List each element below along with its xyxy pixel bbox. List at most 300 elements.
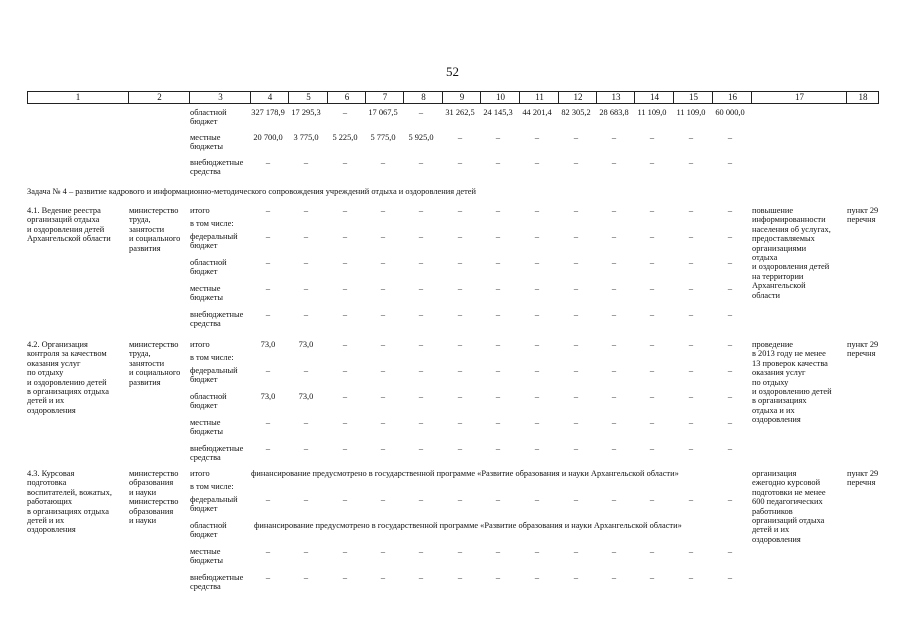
expected-result: проведение [752,340,794,349]
value-cell: 60 000,0 [715,108,745,117]
value-cell: – [457,573,463,582]
header-cell: 5 [288,92,328,103]
page-number: 52 [446,64,459,79]
value-cell: 20 700,0 [253,133,283,142]
expected-result: организация [752,469,797,478]
value-cell: – [573,310,579,319]
measure-name: 4.3. Курсовая [27,469,75,478]
value-cell: – [573,573,579,582]
header-cell: 3 [189,92,251,103]
value-cell: – [418,573,424,582]
executor: занятости [129,224,165,234]
funding-source: бюджет [190,530,218,540]
value-cell: – [688,418,694,427]
value-cell: – [573,547,579,556]
value-cell: – [727,158,733,167]
value-cell: – [457,258,463,267]
reference: перечня [847,215,876,225]
value-cell: – [534,366,540,375]
value-cell: – [418,310,424,319]
value-cell: – [688,392,694,401]
value-cell: – [611,284,617,293]
measure-name: и оздоровления детей [27,224,105,234]
funding-source: местные [190,418,221,427]
executor: образования [129,506,174,516]
header-cell: 2 [128,92,190,103]
measure-name: оздоровления [27,525,76,535]
value-cell: – [611,573,617,582]
measure-name: по отдыху [27,368,64,378]
expected-result: оздоровления [752,415,801,425]
value-cell: 73,0 [298,340,314,349]
header-cell: 18 [846,92,879,103]
value-cell: – [573,444,579,453]
value-cell: – [611,310,617,319]
value-cell: – [342,573,348,582]
value-cell: – [727,418,733,427]
value-cell: – [688,258,694,267]
value-cell: – [457,444,463,453]
value-cell: – [418,418,424,427]
expected-result: предоставляемых [752,234,815,244]
value-cell: 24 145,3 [483,108,513,117]
expected-result: детей и их [752,525,790,535]
value-cell: – [495,392,501,401]
value-cell: – [688,158,694,167]
value-cell: – [727,284,733,293]
header-cell: 11 [519,92,559,103]
value-cell: – [495,573,501,582]
value-cell: – [611,444,617,453]
value-cell: 5 925,0 [408,133,434,142]
executor: занятости [129,358,165,368]
funding-source: итого [190,469,210,478]
value-cell: – [457,310,463,319]
value-cell: – [534,133,540,142]
funding-source: бюджет [190,241,218,251]
funding-source: в том числе: [190,219,234,228]
value-cell: – [688,340,694,349]
measure-name: детей и их [27,396,65,406]
value-cell: – [649,495,655,504]
value-cell: – [727,495,733,504]
executor: министерство [129,469,179,478]
funding-source: федеральный [190,495,238,504]
value-cell: – [380,206,386,215]
value-cell: – [418,366,424,375]
value-cell: – [534,284,540,293]
value-cell: – [265,206,271,215]
value-cell: – [418,547,424,556]
executor: министерство [129,206,179,215]
value-cell: – [649,232,655,241]
financing-note: финансирование предусмотрено в государственной программе «Развитие образования и науки Архангельской области» [254,521,682,530]
value-cell: – [380,310,386,319]
value-cell: – [573,495,579,504]
value-cell: – [611,366,617,375]
value-cell: – [534,547,540,556]
value-cell: – [380,284,386,293]
value-cell: – [611,133,617,142]
expected-result: и оздоровления детей [752,262,830,272]
value-cell: – [688,232,694,241]
funding-source: бюджеты [190,293,224,303]
value-cell: – [573,158,579,167]
value-cell: – [611,258,617,267]
value-cell: – [342,547,348,556]
value-cell: – [380,232,386,241]
funding-source: местные [190,284,221,293]
funding-source: внебюджетные [190,310,244,319]
value-cell: 5 775,0 [370,133,396,142]
value-cell: – [380,258,386,267]
value-cell: – [727,133,733,142]
value-cell: – [265,158,271,167]
value-cell: – [265,232,271,241]
value-cell: – [649,366,655,375]
value-cell: – [495,206,501,215]
measure-name: организаций отдыха [27,215,100,225]
measure-name: воспитателей, вожатых, [27,487,112,497]
value-cell: – [534,495,540,504]
value-cell: 17 295,3 [291,108,321,117]
funding-source: областной [190,392,227,401]
value-cell: – [573,133,579,142]
expected-result: оздоровления [752,534,801,544]
value-cell: – [495,547,501,556]
value-cell: – [611,418,617,427]
value-cell: – [457,232,463,241]
value-cell: – [265,547,271,556]
value-cell: – [573,258,579,267]
value-cell: – [688,444,694,453]
header-cell: 17 [751,92,847,103]
executor: и социального [129,234,181,244]
executor: образования [129,478,174,488]
value-cell: – [457,418,463,427]
value-cell: – [688,206,694,215]
funding-source: местные [190,547,221,556]
header-cell: 6 [327,92,366,103]
value-cell: – [265,573,271,582]
value-cell: – [495,340,501,349]
value-cell: – [457,392,463,401]
value-cell: – [495,232,501,241]
value-cell: – [303,418,309,427]
expected-result: на территории [752,271,804,281]
value-cell: 11 109,0 [676,108,706,117]
value-cell: – [688,547,694,556]
header-cell: 7 [365,92,404,103]
value-cell: 73,0 [260,392,276,401]
value-cell: – [457,284,463,293]
value-cell: – [534,310,540,319]
value-cell: – [457,366,463,375]
value-cell: – [688,573,694,582]
expected-result: населения об услугах, [752,224,831,234]
reference: перечня [847,349,876,359]
value-cell: – [380,547,386,556]
expected-result: отдыха и их [752,405,795,415]
value-cell: – [495,133,501,142]
value-cell: – [573,366,579,375]
value-cell: – [265,444,271,453]
value-cell: – [611,495,617,504]
header-cell: 15 [673,92,713,103]
measure-name: Архангельской области [27,234,111,244]
value-cell: – [265,310,271,319]
value-cell: – [727,258,733,267]
funding-source: средства [190,167,221,177]
value-cell: – [380,495,386,504]
value-cell: – [727,547,733,556]
executor: труда, [129,215,151,225]
funding-source: внебюджетные [190,573,244,582]
funding-source: областной [190,108,227,117]
value-cell: – [649,444,655,453]
measure-name: работающих [27,497,73,507]
value-cell: – [688,310,694,319]
value-cell: 11 109,0 [637,108,667,117]
header-cell: 9 [442,92,481,103]
value-cell: – [342,232,348,241]
value-cell: – [265,495,271,504]
value-cell: – [342,340,348,349]
value-cell: – [727,573,733,582]
measure-name: в организациях отдыха [27,506,109,516]
value-cell: – [342,310,348,319]
measure-name: подготовка [27,478,67,488]
value-cell: – [573,340,579,349]
value-cell: – [342,108,348,117]
measure-name: детей и их [27,516,65,525]
value-cell: – [457,133,463,142]
value-cell: – [380,444,386,453]
value-cell: – [534,573,540,582]
value-cell: – [303,258,309,267]
value-cell: – [303,310,309,319]
value-cell: 44 201,4 [522,108,552,117]
value-cell: – [534,258,540,267]
funding-source: бюджет [190,401,218,411]
value-cell: – [418,258,424,267]
value-cell: – [727,366,733,375]
expected-result: и оздоровлению детей [752,387,832,396]
value-cell: – [534,392,540,401]
value-cell: – [418,495,424,504]
value-cell: – [303,495,309,504]
expected-result: работников [752,506,793,516]
expected-result: Архангельской [752,281,806,291]
value-cell: – [688,495,694,504]
value-cell: – [303,444,309,453]
value-cell: – [303,284,309,293]
value-cell: – [649,573,655,582]
header-cell: 4 [250,92,289,103]
funding-source: местные [190,133,221,142]
measure-name: оказания услуг [27,358,81,368]
value-cell: – [727,232,733,241]
value-cell: – [495,418,501,427]
header-cell: 16 [712,92,752,103]
value-cell: – [303,158,309,167]
value-cell: – [265,258,271,267]
value-cell: – [342,258,348,267]
value-cell: – [303,547,309,556]
task-title: Задача № 4 – развитие кадрового и информационно-методического сопровождения учреждений отдыха и оздоровления детей [27,187,476,196]
executor: труда, [129,349,151,359]
value-cell: – [457,158,463,167]
value-cell: 73,0 [260,340,276,349]
expected-result: ежегодно курсовой [752,478,821,488]
expected-result: информированности [752,215,826,225]
reference: пункт 29 [847,206,879,215]
value-cell: – [495,258,501,267]
funding-source: итого [190,206,210,215]
header-cell: 14 [634,92,674,103]
value-cell: – [534,232,540,241]
value-cell: – [380,418,386,427]
value-cell: – [418,340,424,349]
financing-note: финансирование предусмотрено в государственной программе «Развитие образования и науки Архангельской области» [251,469,679,478]
reference: перечня [847,478,876,488]
value-cell: – [418,392,424,401]
value-cell: – [265,366,271,375]
funding-source: в том числе: [190,482,234,491]
value-cell: – [495,366,501,375]
value-cell: – [573,232,579,241]
value-cell: – [303,573,309,582]
value-cell: 73,0 [298,392,314,401]
value-cell: – [342,206,348,215]
executor: и науки [129,487,157,497]
value-cell: – [688,366,694,375]
funding-source: в том числе: [190,353,234,362]
value-cell: – [649,133,655,142]
value-cell: – [418,232,424,241]
expected-result: 600 педагогических [752,497,823,507]
header-cell: 13 [596,92,635,103]
value-cell: – [495,495,501,504]
funding-source: средства [190,319,221,329]
value-cell: 31 262,5 [445,108,475,117]
value-cell: – [495,444,501,453]
funding-source: федеральный [190,232,238,241]
funding-source: бюджет [190,504,218,514]
value-cell: – [611,547,617,556]
value-cell: – [342,418,348,427]
value-cell: – [534,340,540,349]
value-cell: – [418,108,424,117]
value-cell: – [649,310,655,319]
funding-source: средства [190,453,221,463]
value-cell: – [649,284,655,293]
executor: развития [129,377,161,387]
value-cell: 82 305,2 [561,108,591,117]
funding-source: бюджеты [190,427,224,437]
value-cell: – [418,284,424,293]
executor: и социального [129,368,181,378]
value-cell: – [380,392,386,401]
value-cell: – [534,206,540,215]
executor: и науки [129,516,157,525]
value-cell: – [495,158,501,167]
expected-result: организаций отдыха [752,516,825,525]
value-cell: – [611,206,617,215]
value-cell: – [649,418,655,427]
value-cell: 3 775,0 [293,133,319,142]
expected-result: оказания услуг [752,368,806,378]
header-cell: 1 [75,92,81,102]
expected-result: 13 проверок качества [752,358,828,368]
reference: пункт 29 [847,340,879,349]
value-cell: – [303,206,309,215]
value-cell: – [418,444,424,453]
value-cell: – [303,232,309,241]
expected-result: повышение [752,206,794,215]
value-cell: 327 178,9 [251,108,285,117]
value-cell: – [649,392,655,401]
value-cell: – [649,158,655,167]
table-header-row [27,91,879,104]
value-cell: – [303,366,309,375]
measure-name: контроля за качеством [27,349,107,359]
value-cell: – [457,206,463,215]
value-cell: – [534,444,540,453]
executor: министерство [129,340,179,349]
value-cell: – [495,310,501,319]
value-cell: – [534,158,540,167]
value-cell: – [649,547,655,556]
measure-name: и оздоровлению детей [27,377,107,387]
value-cell: – [265,418,271,427]
value-cell: – [380,366,386,375]
funding-source: федеральный [190,366,238,375]
value-cell: 28 683,8 [599,108,629,117]
value-cell: – [649,340,655,349]
header-cell: 10 [480,92,520,103]
expected-result: организациями [752,243,807,253]
value-cell: – [495,284,501,293]
value-cell: 5 225,0 [332,133,358,142]
value-cell: – [342,158,348,167]
funding-source: средства [190,582,221,592]
expected-result: по отдыху [752,377,789,387]
funding-source: бюджет [190,375,218,385]
expected-result: отдыха [752,253,778,262]
value-cell: – [418,158,424,167]
funding-source: областной [190,521,227,530]
header-cell: 8 [403,92,443,103]
value-cell: – [457,340,463,349]
value-cell: – [688,284,694,293]
funding-source: областной [190,258,227,267]
value-cell: – [611,392,617,401]
value-cell: – [573,418,579,427]
executor: министерство [129,497,179,507]
value-cell: – [342,444,348,453]
value-cell: – [727,444,733,453]
value-cell: – [649,206,655,215]
header-cell: 12 [558,92,597,103]
value-cell: – [727,310,733,319]
executor: развития [129,243,161,253]
expected-result: в организациях [752,396,807,406]
value-cell: – [380,158,386,167]
funding-source: бюджет [190,267,218,277]
funding-source: внебюджетные [190,158,244,167]
value-cell: – [611,340,617,349]
